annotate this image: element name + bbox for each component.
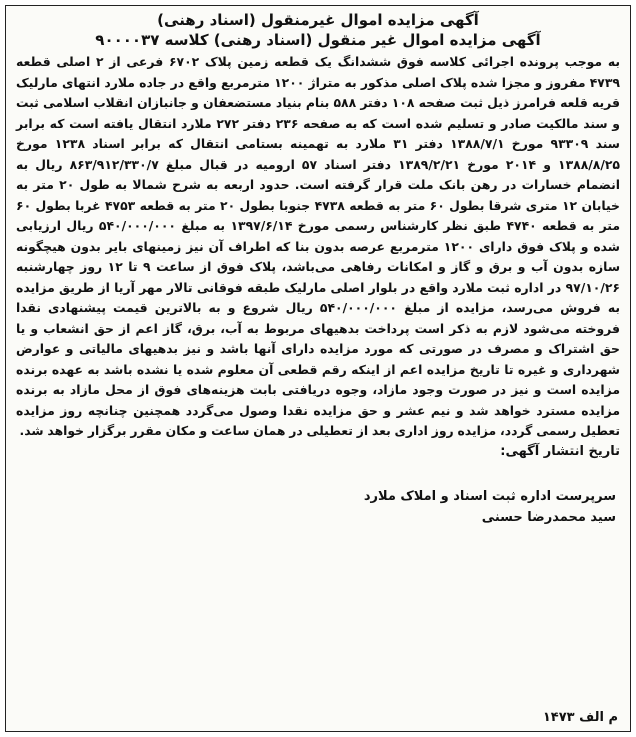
- auction-notice: [5, 5, 631, 732]
- reference-code: م الف ۱۴۷۳: [542, 710, 618, 725]
- publication-date-label: تاریخ انتشار آگهی:: [500, 443, 620, 459]
- signature-spacer: [16, 466, 620, 486]
- notice-subtitle: آگهی مزایده اموال غیر منقول (اسناد رهنی) کلاسه ۹۰۰۰۰۳۷: [95, 31, 541, 49]
- notice-title: آگهی مزایده اموال غیرمنقول (اسناد رهنی): [157, 11, 479, 29]
- signature-office: سرپرست اداره ثبت اسناد و املاک ملارد: [363, 488, 616, 504]
- notice-body: به موجب پرونده اجرائی کلاسه فوق ششدانگ یک قطعه زمین پلاک ۶۷۰۲ فرعی از ۲ اصلی قطعه ۴۷۳۹ مفروز و مجزا شده پلاک اصلی مذکور به متراژ ۱۲۰۰ مترمربع واقع در جاده ملارد انتهای مارلیک قریه قلعه فرامرز ذیل ثبت صفحه ۱۰۸ دفتر ۵۸۸ بنام بنیاد مستضعفان و جانبازان انقلاب اسلامی ثبت و سند مالکیت صادر و تسلیم شده است که به صفحه ۲۳۶ دفتر ۲۷۲ ملارد انتقال یافته است که برابر سند ۹۳۳۰۹ مورخ ۱۳۸۸/۷/۱ دفتر ۳۱ ملارد به تهمینه بستامی انتقال که برابر اسناد ۱۲۳۸ مورخ ۱۳۸۸/۸/۲۵ و ۲۰۱۴ مورخ ۱۳۸۹/۲/۲۱ دفتر اسناد ۵۷ ارومیه در قبال مبلغ ۸۶۳/۹۱۲/۳۳۰/۷ ریال به انضمام خسارات در رهن بانک ملت قرار گرفته است. حدود اربعه به شرح شمالا به طول ۲۰ متر به خیابان ۱۲ متری شرقا بطول ۶۰ متر به قطعه ۴۷۳۸ جنوبا بطول ۲۰ متر به قطعه ۴۷۵۳ غربا بطول ۶۰ متر به قطعه ۴۷۴۰ طبق نظر کارشناس رسمی مورخ ۱۳۹۷/۶/۱۴ به مبلغ ۵۴۰/۰۰۰/۰۰۰ ریال ارزیابی شده و پلاک فوق دارای ۱۲۰۰ مترمربع عرصه بدون بنا که اطراف آن نیز زمینهای بایر بدون هیچگونه سازه بدون آب و برق و گاز و امکانات رفاهی می‌باشد، پلاک فوق از ساعت ۹ تا ۱۲ روز چهارشنبه ۹۷/۱۰/۲۶ در اداره ثبت ملارد واقع در بلوار اصلی مارلیک طبقه فوقانی تالار مهر آریا از طریق مزایده به فروش می‌رسد، مزایده از مبلغ ۵۴۰/۰۰۰/۰۰۰ ریال شروع و به بالاترین قیمت پیشنهادی نقدا فروخته می‌شود لازم به ذکر است پرداخت بدهیهای مربوط به آب، برق، گاز اعم از حق انشعاب و یا حق اشتراک و مصرف در صورتی که مورد مزایده دارای آنها باشد و نیز بدهیهای مالیاتی و عوارض شهرداری و غیره تا تاریخ مزایده اعم از اینکه رقم قطعی آن معلوم شده یا نشده باشد به عهده برنده مزایده است و نیز در صورت وجود مازاد، وجوه دریافتی بابت هزینه‌های فوق از محل مازاد به برنده مزایده مسترد خواهد شد و نیم عشر و حق مزایده نقدا وصول می‌گردد همچنین چنانچه روز مزایده تعطیل رسمی گردد، مزایده روز اداری بعد از تعطیلی در همان ساعت و مکان مقرر برگزار خواهد شد.: [16, 54, 621, 438]
- signature-name: سید محمدرضا حسنی: [481, 509, 616, 525]
